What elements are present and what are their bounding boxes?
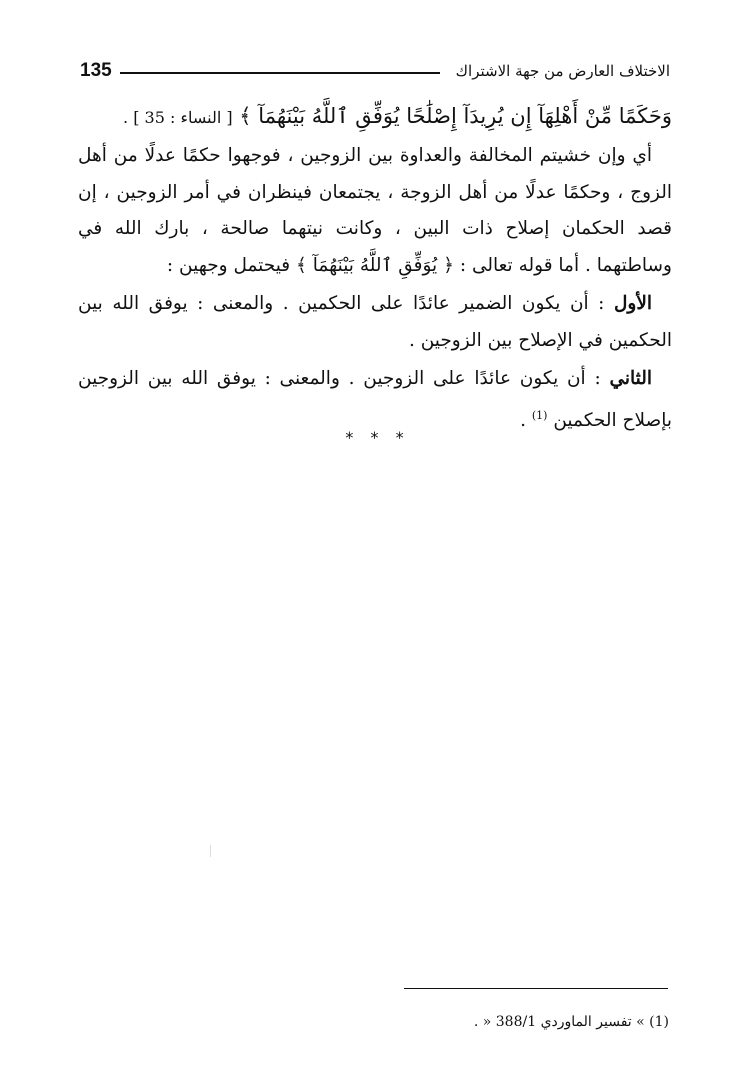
first-text: : أن يكون الضمير عائدًا على الحكمين . والمعنى : يوفق الله بين الحكمين في الإصلاح بين الزوجين . <box>78 293 672 351</box>
inline-verse-close: ﴾ <box>296 254 307 276</box>
footnote-reference[interactable]: (1) <box>531 408 548 422</box>
page-header <box>80 56 670 86</box>
verse-close-bracket: ﴾ <box>239 104 252 128</box>
footnote-rule <box>404 988 668 989</box>
main-text <box>78 96 672 439</box>
verse-reference: [ النساء : 35 ] . <box>123 108 233 127</box>
header-rule <box>120 72 440 74</box>
footnote <box>169 1010 669 1034</box>
second-text: : أن يكون عائدًا على الزوجين . والمعنى : يوفق الله بين الزوجين بإصلاح الحكمين <box>78 368 672 431</box>
second-end: . <box>520 409 526 431</box>
second-term: الثاني <box>609 368 653 389</box>
footnote-text: » تفسير الماوردي 388/1 « . <box>473 1014 645 1030</box>
explanation-text: أي وإن خشيتم المخالفة والعداوة بين الزوجين ، فوجهوا حكمًا عدلًا من أهل الزوج ، وحكمًا عدلًا من أهل الزوجة ، يجتمعان فينظران في أمر الزوجين ، إن قصد الحكمان إصلاح ذات البين ، وكانت نيتهما صالحة ، بارك الله في وساطتهما . أما قوله تعالى : <box>78 145 672 276</box>
inline-verse-open: ﴿ <box>443 254 454 276</box>
page-number: 135 <box>80 60 112 81</box>
verse-line <box>78 96 672 138</box>
section-separator: * * * <box>345 428 410 447</box>
first-term: الأول <box>613 293 653 314</box>
verse-text: وَحَكَمًا مِّنْ أَهْلِهَآ إِن يُرِيدَآ إِصْلَٰحًا يُوَفِّقِ ٱللَّهُ بَيْنَهُمَآ <box>258 104 672 128</box>
scan-mark <box>210 845 211 857</box>
explanation-paragraph <box>78 138 672 284</box>
inline-verse: يُوَفِّقِ ٱللَّهُ بَيْنَهُمَآ <box>312 254 438 276</box>
footnote-number: (1) <box>649 1014 669 1030</box>
first-view-paragraph <box>78 286 672 359</box>
explanation-end: فيحتمل وجهين : <box>166 254 291 276</box>
running-title: الاختلاف العارض من جهة الاشتراك <box>455 62 670 80</box>
